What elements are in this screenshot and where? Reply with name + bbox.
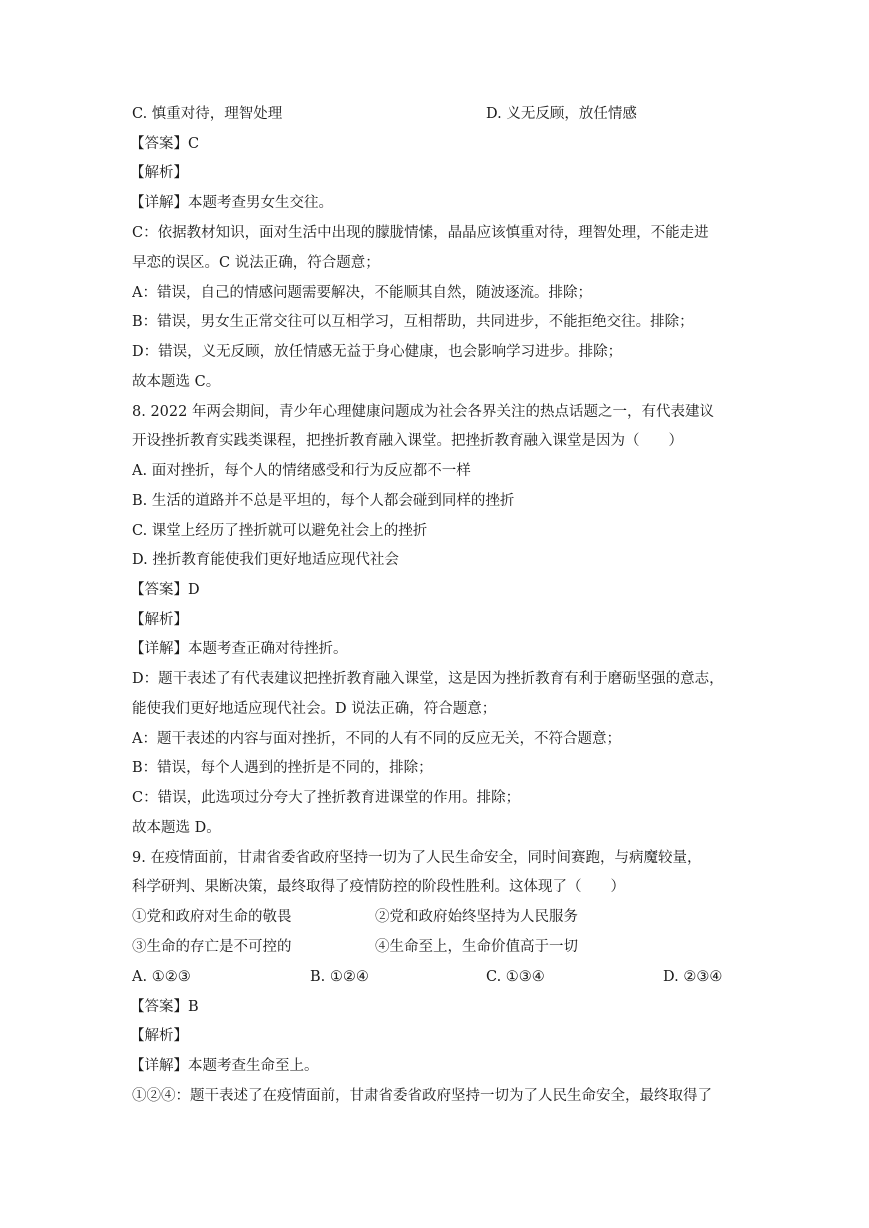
q9-item-2: ②党和政府始终坚持为人民服务 (375, 909, 578, 925)
q7-line: 故本题选 C。 (132, 374, 221, 390)
q8-option-d: D. 挫折教育能使我们更好地适应现代社会 (132, 552, 399, 568)
q9-choice-b: B. ①②④ (310, 969, 369, 985)
q7-detail: 【详解】本题考查男女生交往。 (130, 195, 333, 211)
q9-item-4: ④生命至上，生命价值高于一切 (375, 939, 578, 955)
q9-stem: 9. 在疫情面前，甘肃省委省政府坚持一切为了人民生命安全，同时间赛跑，与病魔较量， (132, 850, 702, 866)
q7-line: B：错误，男女生正常交往可以互相学习，互相帮助，共同进步，不能拒绝交往。排除； (132, 314, 694, 330)
q9-choice-d: D. ②③④ (663, 969, 723, 985)
q8-line: 故本题选 D。 (132, 820, 221, 836)
q7-line: C：依据教材知识，面对生活中出现的朦胧情愫，晶晶应该慎重对待，理智处理，不能走进 (132, 225, 709, 241)
q8-analysis: 【解析】 (130, 612, 188, 628)
q8-detail: 【详解】本题考查正确对待挫折。 (130, 641, 348, 657)
q7-option-c: C. 慎重对待，理智处理 (132, 106, 283, 122)
q8-option-c: C. 课堂上经历了挫折就可以避免社会上的挫折 (132, 523, 428, 539)
q9-stem: 科学研判、果断决策，最终取得了疫情防控的阶段性胜利。这体现了（ ） (132, 879, 625, 895)
q7-analysis: 【解析】 (130, 165, 188, 181)
q8-answer: 【答案】D (130, 582, 200, 598)
q7-line: A：错误，自己的情感问题需要解决，不能顺其自然，随波逐流。排除； (132, 285, 592, 301)
q8-option-a: A. 面对挫折，每个人的情绪感受和行为反应都不一样 (132, 463, 471, 479)
q8-line: A：题干表述的内容与面对挫折，不同的人有不同的反应无关，不符合题意； (132, 731, 621, 747)
q7-line: D：错误，义无反顾，放任情感无益于身心健康，也会影响学习进步。排除； (132, 344, 623, 360)
q9-item-1: ①党和政府对生命的敬畏 (132, 909, 292, 925)
q8-stem: 开设挫折教育实践类课程，把挫折教育融入课堂。把挫折教育融入课堂是因为（ ） (132, 433, 683, 449)
q8-line: C：错误，此选项过分夸大了挫折教育进课堂的作用。排除； (132, 790, 521, 806)
q9-choice-a: A. ①②③ (132, 969, 191, 985)
q7-option-d: D. 义无反顾，放任情感 (486, 106, 637, 122)
q8-line: B：错误，每个人遇到的挫折是不同的，排除； (132, 760, 433, 776)
q9-item-3: ③生命的存亡是不可控的 (132, 939, 292, 955)
q9-detail: 【详解】本题考查生命至上。 (130, 1058, 319, 1074)
q9-choice-c: C. ①③④ (486, 969, 545, 985)
q8-line: 能使我们更好地适应现代社会。D 说法正确，符合题意； (132, 701, 497, 717)
q8-stem: 8. 2022 年两会期间，青少年心理健康问题成为社会各界关注的热点话题之一，有代表建议 (132, 404, 714, 420)
q7-answer: 【答案】C (130, 136, 200, 152)
q9-analysis: 【解析】 (130, 1028, 188, 1044)
q7-line: 早恋的误区。C 说法正确，符合题意； (132, 255, 380, 271)
q8-option-b: B. 生活的道路并不总是平坦的，每个人都会碰到同样的挫折 (132, 493, 515, 509)
q9-answer: 【答案】B (130, 999, 199, 1015)
q9-line: ①②④：题干表述了在疫情面前，甘肃省委省政府坚持一切为了人民生命安全，最终取得了 (132, 1088, 712, 1104)
q8-line: D：题干表述了有代表建议把挫折教育融入课堂，这是因为挫折教育有利于磨砺坚强的意志， (132, 671, 724, 687)
